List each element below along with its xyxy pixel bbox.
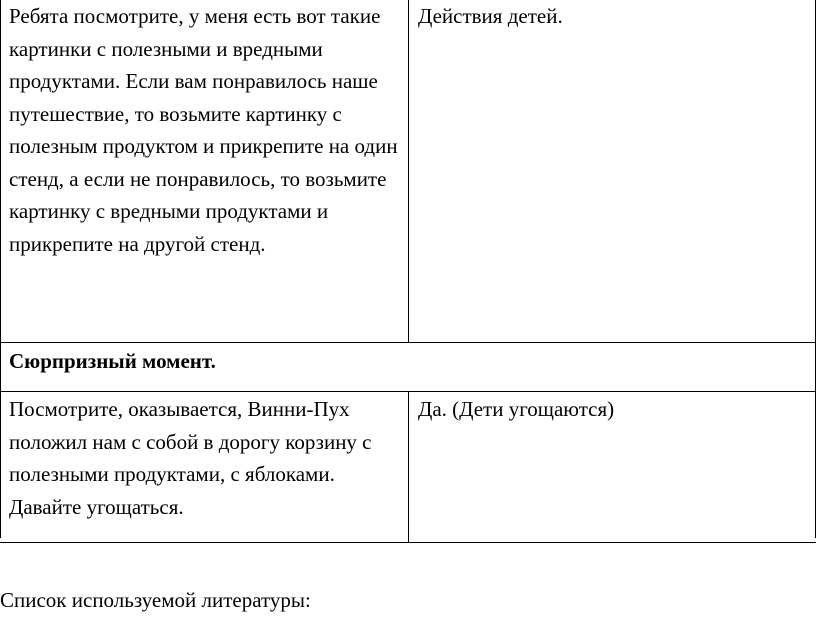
cell-text: Действия детей. [418,4,563,28]
cell-text: Посмотрите, оказывается, Винни-Пух положил нам с собой в дорогу корзину с полезными продуктами, с яблоками. Давайте угощаться. [9,397,372,519]
table-cell-teacher-speech [0,0,409,343]
table-cell-section-heading [0,343,816,392]
table-row [0,343,816,392]
table-cell-teacher-speech [0,392,409,543]
table-cell-children-actions [409,392,816,543]
table-row [0,392,816,543]
references-heading: Список используемой литературы: [0,588,311,612]
table-cell-children-actions [409,0,816,343]
cell-text: Да. (Дети угощаются) [418,397,615,421]
section-heading: Сюрпризный момент. [9,349,216,373]
cell-text: Ребята посмотрите, у меня есть вот такие картинки с полезными и вредными продуктами. Если вам понравилось наше путешествие, то возьмите картинку с полезным продуктом и прикрепите на один стенд, а если не понравилось, то возьмите картинку с вредными продуктами и прикрепите на другой стенд. [9,4,398,256]
